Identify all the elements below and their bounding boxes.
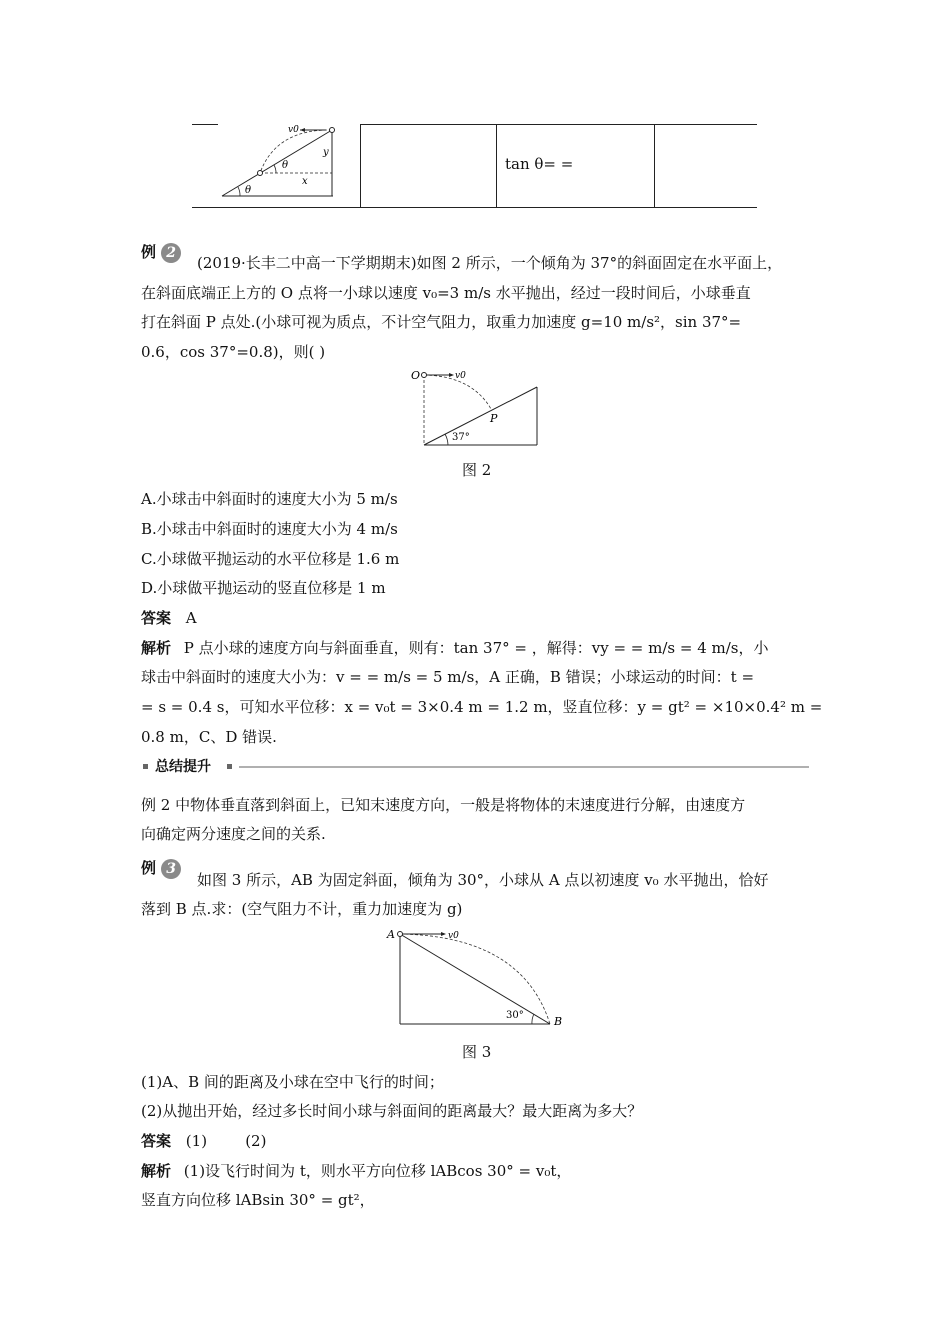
fig3-label-angle: 30° (506, 1010, 524, 1021)
figure-2-caption: 图 2 (462, 461, 492, 479)
analysis-text-1: P 点小球的速度方向与斜面垂直，则有：tan 37° = ，解得：vy = = m/s = 4 m/s，小 (183, 639, 769, 657)
option-b: B.小球击中斜面时的速度大小为 4 m/s (141, 520, 398, 538)
fig3-label-A: A (387, 928, 395, 941)
fig2-angle-arc (445, 434, 448, 445)
fig-label-theta-upper: θ (282, 160, 289, 171)
example-label: 例 (141, 859, 157, 877)
answer-label: 答案 (141, 1132, 172, 1150)
fig2-label-O: O (411, 369, 421, 382)
example-2-line-1: (2019·长丰二中高一下学期期末)如图 2 所示，一个倾角为 37°的斜面固定在水平面上， (197, 254, 783, 272)
example-2-header (141, 241, 181, 263)
answer-value: (1) (2) (185, 1132, 267, 1150)
fig2-label-angle: 37° (452, 432, 470, 443)
method-table (192, 123, 757, 209)
table-bottom-rule (192, 207, 757, 208)
table-col-divider-1 (360, 124, 361, 208)
example-number-badge: 2 (161, 243, 181, 263)
fig-ball-landing (258, 171, 263, 176)
table-cell-formula: tan θ= = (505, 155, 574, 173)
example-3-analysis-line-2: 竖直方向位移 lABsin 30° = gt²， (141, 1191, 375, 1209)
summary-line-1: 例 2 中物体垂直落到斜面上，已知末速度方向，一般是将物体的末速度进行分解，由速度方 (141, 796, 746, 814)
fig-label-theta-lower: θ (245, 185, 252, 196)
example-2-line-4: 0.6，cos 37°=0.8)，则( ) (141, 343, 326, 361)
example-3-header (141, 857, 181, 879)
figure-2 (402, 362, 547, 452)
fig3-ball (398, 932, 403, 937)
fig-label-y: y (323, 147, 329, 158)
example-number-badge: 3 (161, 859, 181, 879)
option-c: C.小球做平抛运动的水平位移是 1.6 m (141, 550, 400, 568)
fig-angle-arc-lower (238, 187, 240, 196)
fig-ball-top (330, 128, 335, 133)
example-2-answer (141, 608, 197, 628)
fig3-label-B: B (554, 1015, 563, 1028)
question-2: (2)从抛出开始，经过多长时间小球与斜面间的距离最大？最大距离为多大？ (141, 1102, 643, 1120)
example-2-analysis-line-3: = s = 0.4 s，可知水平位移：x = v₀t = 3×0.4 m = 1.2 m，竖直位移：y = gt² = ×10×0.4² m = (141, 698, 823, 716)
summary-square-right (227, 764, 232, 769)
example-label: 例 (141, 243, 157, 261)
example-3-line-2: 落到 B 点.求：(空气阻力不计，重力加速度为 g) (141, 900, 463, 918)
fig2-ball (422, 373, 427, 378)
fig2-label-P: P (490, 412, 498, 425)
example-2-analysis-line-2: 球击中斜面时的速度大小为：v = = m/s = 5 m/s，A 正确，B 错误；小球运动的时间：t = (141, 668, 755, 686)
fig-incline-line (222, 130, 332, 196)
summary-square-left (143, 764, 148, 769)
example-3-answer (141, 1131, 266, 1151)
answer-value: A (185, 609, 197, 627)
example-3-analysis-line-1 (141, 1161, 571, 1181)
incline-projectile-figure (216, 123, 360, 207)
summary-rule (239, 766, 809, 768)
example-2-analysis-line-4: 0.8 m，C、D 错误. (141, 728, 277, 746)
fig-arrowhead (300, 128, 305, 132)
fig2-label-v0: v0 (455, 371, 466, 381)
answer-label: 答案 (141, 609, 172, 627)
table-top-rule-right (360, 124, 757, 125)
fig-label-x: x (302, 176, 308, 187)
example-3-line-1: 如图 3 所示，AB 为固定斜面，倾角为 30°，小球从 A 点以初速度 v₀ 水平抛出，恰好 (197, 871, 769, 889)
option-d: D.小球做平抛运动的竖直位移是 1 m (141, 579, 386, 597)
analysis-label: 解析 (141, 1162, 172, 1180)
analysis-text-1: (1)设飞行时间为 t，则水平方向位移 lABcos 30° = v₀t， (183, 1162, 572, 1180)
fig3-angle-arc (532, 1014, 534, 1024)
table-top-rule-left (192, 124, 218, 125)
figure-3-caption: 图 3 (462, 1043, 492, 1061)
table-col-divider-2 (496, 124, 497, 208)
summary-line-2: 向确定两分速度之间的关系. (141, 825, 326, 843)
fig2-arrowhead (449, 373, 454, 377)
option-a: A.小球击中斜面时的速度大小为 5 m/s (141, 490, 398, 508)
analysis-label: 解析 (141, 639, 172, 657)
fig-label-v0: v0 (288, 125, 299, 135)
summary-header-bar (143, 758, 809, 776)
question-1: (1)A、B 间的距离及小球在空中飞行的时间； (141, 1073, 444, 1091)
example-2-analysis-line-1 (141, 638, 769, 658)
fig3-incline (400, 934, 550, 1024)
summary-title: 总结提升 (155, 759, 211, 775)
table-col-divider-3 (654, 124, 655, 208)
figure-3 (382, 924, 572, 1030)
example-2-line-3: 打在斜面 P 点处.(小球可视为质点，不计空气阻力，取重力加速度 g=10 m/s²，sin 37°= (141, 313, 742, 331)
fig3-label-v0: v0 (448, 931, 459, 941)
fig-angle-arc-upper (274, 165, 276, 173)
fig3-arrowhead (441, 932, 446, 936)
example-2-line-2: 在斜面底端正上方的 O 点将一小球以速度 v₀=3 m/s 水平抛出，经过一段时间后，小球垂直 (141, 284, 751, 302)
